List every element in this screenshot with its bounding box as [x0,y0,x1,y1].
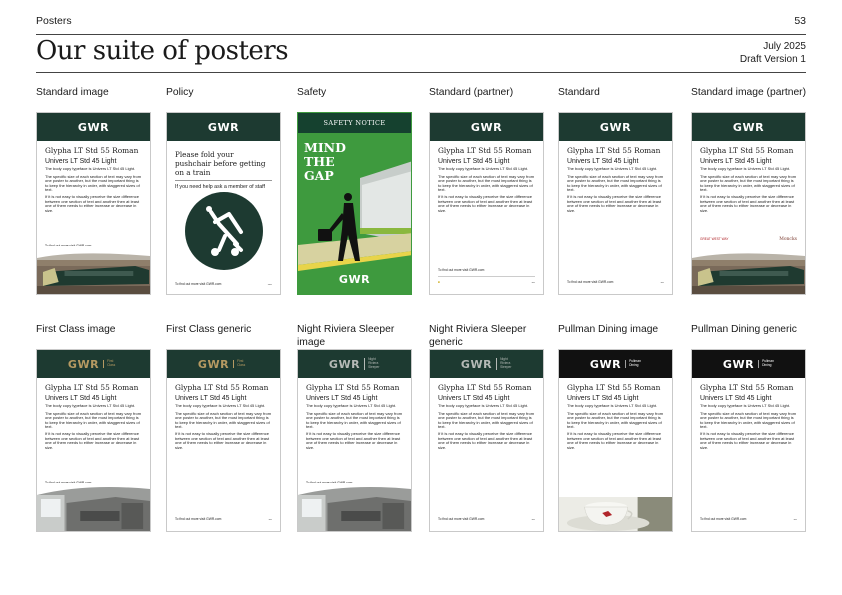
poster-body-text: If it is not easy to visually perceive the size difference between one section of text and another then at least one of them needs to either increase or decrease in size. [438,430,533,450]
first-class-tag: First Class [103,360,119,368]
poster-subheading: Univers LT Std 45 Light [438,158,510,165]
train-photo [37,246,150,294]
gwr-logo: GWR [470,120,503,134]
poster-label-policy: Policy [166,87,194,98]
gwr-logo: GWR [207,120,240,134]
policy-text: If you need help ask a member of staff [175,183,266,190]
poster-body-text: If it is not easy to visually perceive the size difference between one section of text and another then at least one of them needs to either increase or decrease in size. [700,193,795,213]
poster-body-text: The body copy typeface is Univers LT Std 45 Light. [175,403,266,408]
poster-heading: Glypha LT Std 55 Roman [306,383,400,392]
poster-heading: Glypha LT Std 55 Roman [175,383,269,392]
poster-label-standard-partner: Standard (partner) [429,87,514,98]
poster-body-text: The body copy typeface is Univers LT Std 45 Light. [700,403,791,408]
gwr-logo: GWR [338,273,371,286]
carriage-photo [298,483,411,531]
poster-heading: Glypha LT Std 55 Roman [700,146,794,155]
poster-standard [558,112,673,295]
poster-safety [297,112,412,295]
poster-first-class-generic [166,349,281,532]
poster-standard-partner [429,112,544,295]
safety-headline: MIND THE GAP [304,140,346,183]
poster-label-standard-image: Standard image [36,87,109,98]
poster-body-text: If it is not easy to visually perceive the size difference between one section of text and another then at least one of them needs to either increase or decrease in size. [567,193,662,213]
poster-header-band [430,113,543,141]
poster-night-riviera-image [297,349,412,532]
poster-header-band [37,113,150,141]
poster-body-text: If it is not easy to visually perceive the size difference between one section of text and another then at least one of them needs to either increase or decrease in size. [306,430,401,450]
poster-body-text: The specific size of each section of text may vary from one poster to another, but the most important thing is to keep the hierarchy in order, with staggered sizes of text. [438,410,535,430]
poster-label-pullman-generic: Pullman Dining generic [691,324,797,335]
poster-header-band [559,113,672,141]
poster-label-night-riviera-image: Night Riviera Sleeper image [297,324,395,348]
poster-footer: To find out more visit GWR.com ▪▪▪▪ [567,280,664,284]
title-rule [36,72,806,73]
poster-body-text: The specific size of each section of text may vary from one poster to another, but the most important thing is to keep the hierarchy in order, with staggered sizes of text. [175,410,272,430]
poster-subheading: Univers LT Std 45 Light [567,395,639,402]
poster-body-text: The body copy typeface is Univers LT Std 45 Light. [438,166,529,171]
no-pushchair-icon [185,192,263,270]
train-photo [692,246,805,294]
gwr-logo: GWR [197,357,230,371]
poster-body-text: The specific size of each section of text may vary from one poster to another, but the most important thing is to keep the hierarchy in order, with staggered sizes of text. [45,173,142,193]
gwr-logo: GWR [328,357,361,371]
partner-logos [700,237,797,242]
poster-footer: To find out more visit GWR.com [438,268,485,272]
poster-heading: Glypha LT Std 55 Roman [700,383,794,392]
poster-body-text: The body copy typeface is Univers LT Std 45 Light. [306,403,397,408]
poster-body-text: If it is not easy to visually perceive the size difference between one section of text and another then at least one of them needs to either increase or decrease in size. [438,193,533,213]
poster-header-band [298,350,411,378]
partner-logo: GREAT WEST WAY [700,237,729,241]
poster-first-class-image [36,349,151,532]
poster-body-text: If it is not easy to visually perceive the size difference between one section of text and another then at least one of them needs to either increase or decrease in size. [175,430,270,450]
gwr-logo: GWR [599,120,632,134]
first-class-tag: First Class [233,360,249,368]
page-title: Our suite of posters [36,36,289,66]
poster-body-text: The specific size of each section of text may vary from one poster to another, but the most important thing is to keep the hierarchy in order, with staggered sizes of text. [700,173,797,193]
poster-header-band [37,350,150,378]
poster-header-band [692,113,805,141]
poster-body-text: The specific size of each section of text may vary from one poster to another, but the most important thing is to keep the hierarchy in order, with staggered sizes of text. [567,173,664,193]
poster-standard-image-partner [691,112,806,295]
poster-subheading: Univers LT Std 45 Light [438,395,510,402]
poster-body-text: If it is not easy to visually perceive the size difference between one section of text and another then at least one of them needs to either increase or decrease in size. [567,430,662,450]
section-label: Posters [36,15,72,27]
poster-body-text: The specific size of each section of text may vary from one poster to another, but the most important thing is to keep the hierarchy in order, with staggered sizes of text. [438,173,535,193]
partner-footer: ■ ▪▪▪▪ [438,276,535,284]
night-riviera-tag: Night Riviera Sleeper [496,358,512,369]
gwr-logo: GWR [77,120,110,134]
poster-heading: Glypha LT Std 55 Roman [438,383,532,392]
poster-subheading: Univers LT Std 45 Light [175,395,247,402]
document-meta [740,41,806,66]
gwr-logo: GWR [460,357,493,371]
gwr-logo: GWR [67,357,100,371]
poster-heading: Glypha LT Std 55 Roman [45,383,139,392]
poster-heading: Glypha LT Std 55 Roman [567,146,661,155]
poster-subheading: Univers LT Std 45 Light [45,158,117,165]
poster-pullman-generic [691,349,806,532]
poster-footer: To find out more visit GWR.com ▪▪▪▪ [700,517,797,521]
poster-subheading: Univers LT Std 45 Light [45,395,117,402]
divider [175,180,272,181]
poster-footer: To find out more visit GWR.com ▪▪▪▪ [438,517,535,521]
partner-logo: Moncks [779,237,797,242]
poster-body-text: The specific size of each section of text may vary from one poster to another, but the most important thing is to keep the hierarchy in order, with staggered sizes of text. [306,410,403,430]
poster-footer: To find out more visit GWR.com ▪▪▪▪ [175,517,272,521]
poster-body-text: If it is not easy to visually perceive the size difference between one section of text and another then at least one of them needs to either increase or decrease in size. [700,430,795,450]
poster-header-band [167,350,280,378]
poster-header-band [430,350,543,378]
platform-illustration [298,133,412,293]
poster-body-text: If it is not easy to visually perceive the size difference between one section of text and another then at least one of them needs to either increase or decrease in size. [45,430,140,450]
poster-footer: To find out more visit GWR.com ▪▪▪▪▪ [175,282,272,286]
poster-body-text: The body copy typeface is Univers LT Std 45 Light. [45,403,136,408]
poster-body-text: The specific size of each section of text may vary from one poster to another, but the most important thing is to keep the hierarchy in order, with staggered sizes of text. [45,410,142,430]
safety-notice-band: SAFETY NOTICE [298,113,411,133]
gwr-logo: GWR [732,120,765,134]
page-number: 53 [794,15,806,27]
poster-subheading: Univers LT Std 45 Light [700,158,772,165]
header-rule [36,34,806,35]
poster-heading: Glypha LT Std 55 Roman [438,146,532,155]
poster-label-standard: Standard [558,87,600,98]
gwr-logo: GWR [589,357,622,371]
poster-night-riviera-generic [429,349,544,532]
poster-body-text: The specific size of each section of text may vary from one poster to another, but the most important thing is to keep the hierarchy in order, with staggered sizes of text. [700,410,797,430]
poster-policy [166,112,281,295]
poster-label-first-class-image: First Class image [36,324,116,335]
poster-header-band [559,350,672,378]
poster-body-text: If it is not easy to visually perceive the size difference between one section of text and another then at least one of them needs to either increase or decrease in size. [45,193,140,213]
poster-label-standard-image-partner: Standard image (partner) [691,87,807,98]
poster-label-safety: Safety [297,87,327,98]
poster-subheading: Univers LT Std 45 Light [700,395,772,402]
document-version: Draft Version 1 [739,53,806,65]
poster-header-band [167,113,280,141]
poster-pullman-image [558,349,673,532]
poster-standard-image [36,112,151,295]
poster-label-first-class-generic: First Class generic [166,324,252,335]
policy-heading: Please fold your pushchair before getting on a train [175,150,266,177]
poster-body-text: The body copy typeface is Univers LT Std 45 Light. [45,166,136,171]
carriage-photo [37,483,150,531]
poster-heading: Glypha LT Std 55 Roman [567,383,661,392]
poster-body-text: The specific size of each section of text may vary from one poster to another, but the most important thing is to keep the hierarchy in order, with staggered sizes of text. [567,410,664,430]
poster-label-night-riviera-generic: Night Riviera Sleeper generic [429,324,527,348]
poster-body-text: The body copy typeface is Univers LT Std 45 Light. [438,403,529,408]
poster-body-text: The body copy typeface is Univers LT Std 45 Light. [700,166,791,171]
pullman-tag: Pullman Dining [625,360,641,368]
poster-heading: Glypha LT Std 55 Roman [45,146,139,155]
poster-body-text: The body copy typeface is Univers LT Std 45 Light. [567,166,658,171]
poster-label-pullman-image: Pullman Dining image [558,324,659,335]
poster-header-band [692,350,805,378]
teacup-photo [559,483,672,531]
document-date: July 2025 [763,41,806,52]
pullman-tag: Pullman Dining [758,360,774,368]
gwr-logo: GWR [722,357,755,371]
poster-subheading: Univers LT Std 45 Light [306,395,378,402]
poster-subheading: Univers LT Std 45 Light [567,158,639,165]
poster-body-text: The body copy typeface is Univers LT Std 45 Light. [567,403,658,408]
night-riviera-tag: Night Riviera Sleeper [364,358,380,369]
